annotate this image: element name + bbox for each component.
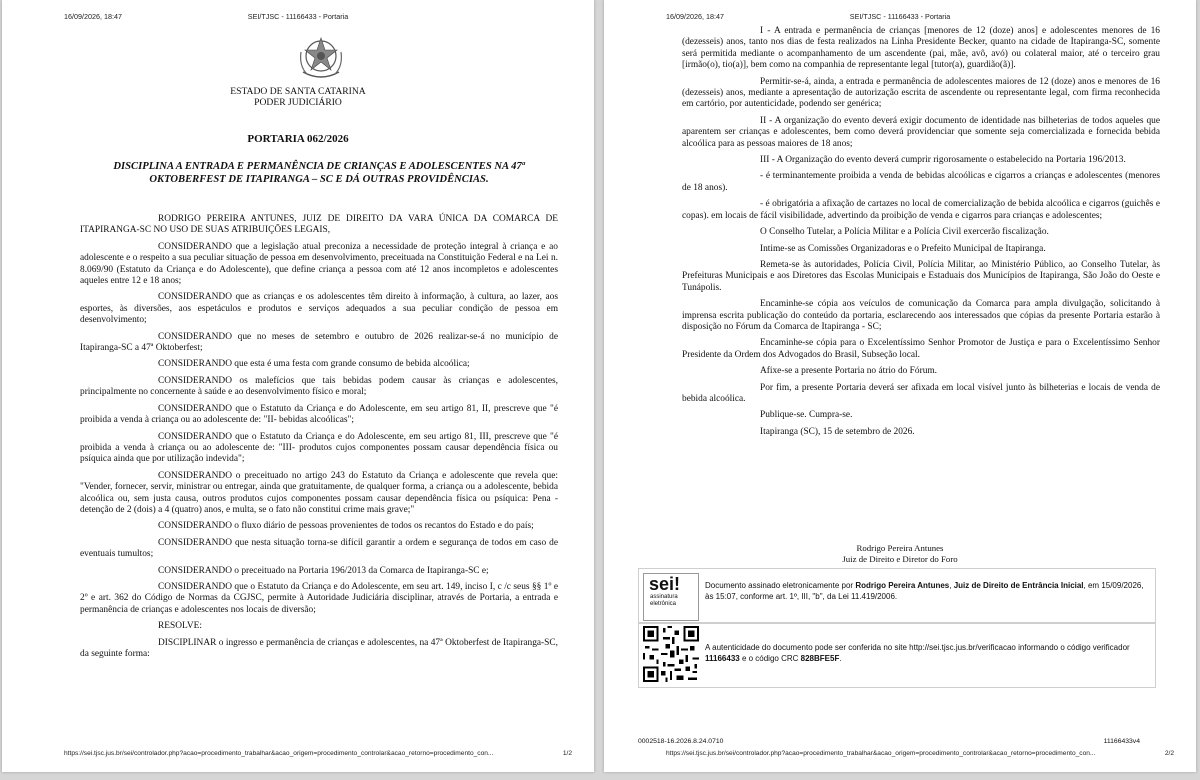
body-paragraph: RODRIGO PEREIRA ANTUNES, JUIZ DE DIREITO DA VARA ÚNICA DA COMARCA DE ITAPIRANGA-SC NO USO DE SUAS ATRIBUIÇÕES LEGAIS, <box>80 214 558 236</box>
footer-url: https://sei.tjsc.jus.br/sei/controlador.php?acao=procedimento_trabalhar&acao_origem=procedimento_controlar&acao_retorno=procedimento_con... <box>64 750 494 757</box>
signature-name: Rodrigo Pereira Antunes <box>855 581 950 590</box>
body-paragraph: CONSIDERANDO que o Estatuto da Criança e do Adolescente, em seu artigo 81, II, prescreve que "é proibida a venda à criança ou ao adolescente de: "II- bebidas alcoólicas"; <box>80 403 558 426</box>
crc-code: 828BFE5F <box>800 653 840 663</box>
body-paragraph: CONSIDERANDO que as crianças e os adolescentes têm direito à informação, à cultura, ao lazer, aos esportes, às diversões, aos espetáculos e produtos e serviços adequados a sua peculiar condição de pessoa em desenvolvimento; <box>80 292 558 326</box>
body-paragraph: CONSIDERANDO o preceituado na Portaria 196/2013 da Comarca de Itapiranga-SC e; <box>158 565 489 576</box>
sei-logo-sub2: eletrônica <box>650 601 677 607</box>
body-paragraph: CONSIDERANDO o fluxo diário de pessoas provenientes de todos os recantos do Estado e do país; <box>158 521 534 532</box>
page-footer <box>604 750 1196 762</box>
signature-post: , em 15/09/2026, às 15:07, conforme art. 1º, III, "b", da Lei 11.419/2006. <box>705 581 1144 601</box>
page-header <box>604 12 1196 24</box>
sei-logo-text: sei! <box>649 574 681 594</box>
print-date: 16/09/2026, 18:47 <box>666 12 724 21</box>
document-body <box>682 26 1160 443</box>
authenticity-box <box>638 622 1156 688</box>
body-paragraph: Itapiranga (SC), 15 de setembro de 2026. <box>760 426 915 437</box>
signature-role: Juiz de Direito de Entrância Inicial <box>953 581 1084 590</box>
print-date: 16/09/2026, 18:47 <box>64 12 122 21</box>
page-header <box>2 12 594 24</box>
state-coat-of-arms-icon <box>297 32 345 84</box>
print-title: SEI/TJSC - 11166433 - Portaria <box>247 12 349 21</box>
body-paragraph: CONSIDERANDO que no meses de setembro e outubro de 2026 realizar-se-á no município de Itapiranga-SC a 47ª Oktoberfest; <box>80 331 558 354</box>
auth-post: . <box>839 653 842 663</box>
document-page-2 <box>604 0 1196 772</box>
electronic-signature-box <box>638 568 1156 624</box>
body-paragraph: CONSIDERANDO o preceituado no artigo 243 do Estatuto da Criança e adolescente que revela que: "Vender, fornecer, servir, ministrar ou entregar, ainda que gratuitamente, de qualquer forma, a criança ou a adolescente, bebida alcoólica ou, sem justa causa, outros produtos cujos componentes possam causar dependência física ou psíquica: Pena - detenção de 2 (dois) a 4 (quatro) anos, e multa, se o fato não constitui crime mais grave;" <box>80 470 558 515</box>
sei-logo-sub1: assinatura <box>650 594 678 600</box>
verification-code: 11166433 <box>705 653 740 663</box>
body-paragraph: I - A entrada e permanência de crianças [menores de 12 (doze) anos] e adolescentes menores de 16 (dezesseis) anos, tanto nos dias de festa realizados na Linha Presidente Becker, quanto na cidade de Itapiranga-SC, somente será permitida mediante o acompanhamento de um ascendente (pai, mãe, avô, avó) ou colateral maior, até o terceiro grau [irmão(o), tio(a)], bem como na companhia de representante legal [tutor(a), guardião(ã)]. <box>682 26 1160 71</box>
auth-pre: A autenticidade do documento pode ser conferida no site http://sei.tjsc.jus.br/verificacao informando o código verificador <box>705 643 1130 652</box>
footer-url: https://sei.tjsc.jus.br/sei/controlador.php?acao=procedimento_trabalhar&acao_origem=procedimento_controlar&acao_retorno=procedimento_con... <box>666 750 1096 757</box>
sei-signature-logo-icon <box>643 573 699 621</box>
body-paragraph: Encaminhe-se cópia aos veículos de comunicação da Comarca para ampla divulgação, solicitando à imprensa escrita publicação do conteúdo da portaria, esclarecendo aos interessados que cópias da presente Portaria estarão à disposição no Fórum da Comarca de Itapiranga - SC; <box>682 299 1160 332</box>
signature-block <box>604 543 1196 564</box>
body-paragraph: Intime-se as Comissões Organizadoras e o Prefeito Municipal de Itapiranga. <box>760 243 1046 254</box>
authenticity-statement <box>705 643 1145 664</box>
body-paragraph: CONSIDERANDO que o Estatuto da Criança e do Adolescente, em seu artigo 81, III, prescreve que "é proibida a venda à criança ou ao adolescente de: "III- produtos cujos componentes possam causar dependência física ou psíquica ainda que por utilização indevida"; <box>80 431 558 465</box>
body-paragraph: CONSIDERANDO os malefícios que tais bebidas podem causar às crianças e adolescentes, principalmente no concernente à saúde e ao desenvolvimento físico e moral; <box>80 375 558 398</box>
document-title: PORTARIA 062/2026 <box>247 133 349 145</box>
body-paragraph: CONSIDERANDO que a legislação atual preconiza a necessidade de proteção integral à criança e ao adolescente e o respeito a sua peculiar situação de pessoa em desenvolvimento, preceituada na Constituição Federal e na Lei n. 8.069/90 (Estatuto da Criança e do Adolescente), que define criança a pessoa com até 12 anos incompletos e adolescentes aqueles entre 12 e 18 anos; <box>80 241 558 287</box>
body-paragraph: - é terminantemente proibida a venda de bebidas alcoólicas e cigarros a crianças e adolescentes (menores de 18 anos). <box>682 171 1160 193</box>
signer-name: Rodrigo Pereira Antunes <box>856 543 944 553</box>
body-paragraph: DISCIPLINAR o ingresso e permanência de crianças e adolescentes, na 47ª Oktoberfest de Itapiranga-SC, da seguinte forma: <box>80 637 558 659</box>
issuer-block <box>2 86 594 108</box>
body-paragraph: O Conselho Tutelar, a Polícia Militar e a Polícia Civil exercerão fiscalização. <box>760 227 1049 238</box>
process-number: 0002518-16.2026.8.24.0710 <box>638 738 724 745</box>
document-version: 11166433v4 <box>1103 738 1140 745</box>
body-paragraph: Permitir-se-á, ainda, a entrada e permanência de adolescentes maiores de 12 (doze) anos e menores de 16 (dezesseis) anos, mediante a apresentação de autorização escrita de ascendente ou representante legal, com firma reconhecida em cartório, por autenticidade, podendo ser genérica; <box>682 76 1160 110</box>
body-paragraph: CONSIDERANDO que esta é uma festa com grande consumo de bebida alcoólica; <box>158 359 470 370</box>
judiciary-name: PODER JUDICIÁRIO <box>254 97 342 108</box>
document-page-1 <box>2 0 594 772</box>
auth-mid: e o código CRC <box>739 653 801 663</box>
body-paragraph: Encaminhe-se cópia para o Excelentíssimo Senhor Promotor de Justiça e para o Excelentíssimo Senhor Presidente da Ordem dos Advogados do Brasil, Subseção local. <box>682 338 1160 360</box>
body-paragraph: Afixe-se a presente Portaria no átrio do Fórum. <box>760 366 938 377</box>
qr-code-icon <box>643 626 699 682</box>
state-name: ESTADO DE SANTA CATARINA <box>230 86 366 97</box>
page-footer <box>2 750 594 762</box>
body-paragraph: CONSIDERANDO que o Estatuto da Criança e do Adolescente, em seu art. 149, inciso I, c /c seus §§ 1º e 2º e art. 362 do Código de Normas da CGJSC, permite à Autoridade Judiciária disciplinar, através de Portaria, a entrada e permanência de crianças e adolescentes nos locais de diversão; <box>80 581 558 615</box>
body-paragraph: III - A Organização do evento deverá cumprir rigorosamente o estabelecido na Portaria 196/2013. <box>760 155 1126 166</box>
body-paragraph: Publique-se. Cumpra-se. <box>760 410 853 421</box>
body-paragraph: RESOLVE: <box>158 621 202 632</box>
body-paragraph: Remeta-se às autoridades, Polícia Civil, Polícia Militar, ao Ministério Público, ao Conselho Tutelar, às Prefeituras Municipais e aos Diretores das Escolas Municipais e Estaduais dos Municípios de Itapiranga, São João do Oeste e Tunápolis. <box>682 259 1160 293</box>
page-number: 2/2 <box>1164 750 1174 757</box>
signature-sep: , <box>949 581 954 590</box>
document-subtitle: DISCIPLINA A ENTRADA E PERMANÊNCIA DE CRIANÇAS E ADOLESCENTES NA 47ª OKTOBERFEST DE ITAPIRANGA – SC E DÁ OUTRAS PROVIDÊNCIAS. <box>113 161 525 185</box>
signature-statement <box>705 581 1145 602</box>
body-paragraph: II - A organização do evento deverá exigir documento de identidade nas bilheterias de todos aqueles que aparentem ser crianças e adolescentes, bem como deverá providenciar que somente seja comercializada e fornecida bebida alcoólica para as pessoas maiores de 18 anos; <box>682 115 1160 149</box>
signer-role: Juiz de Direito e Diretor do Foro <box>842 553 958 564</box>
body-paragraph: - é obrigatória a afixação de cartazes no local de comercialização de bebida alcoólica e cigarros (guichês e copas). em locais de fácil visibilidade, advertindo da proibição de venda e cigarros para crianças e adolescentes; <box>682 199 1160 221</box>
document-body <box>80 214 558 665</box>
page-number: 1/2 <box>562 750 572 757</box>
body-paragraph: Por fim, a presente Portaria deverá ser afixada em local visível junto às bilheterias e locais de venda de bebida alcoólica. <box>682 382 1160 404</box>
body-paragraph: CONSIDERANDO que nesta situação torna-se difícil garantir a ordem e segurança de todos em caso de eventuais tumultos; <box>80 537 558 560</box>
print-title: SEI/TJSC - 11166433 - Portaria <box>849 12 951 21</box>
signature-pre: Documento assinado eletronicamente por <box>705 581 856 590</box>
